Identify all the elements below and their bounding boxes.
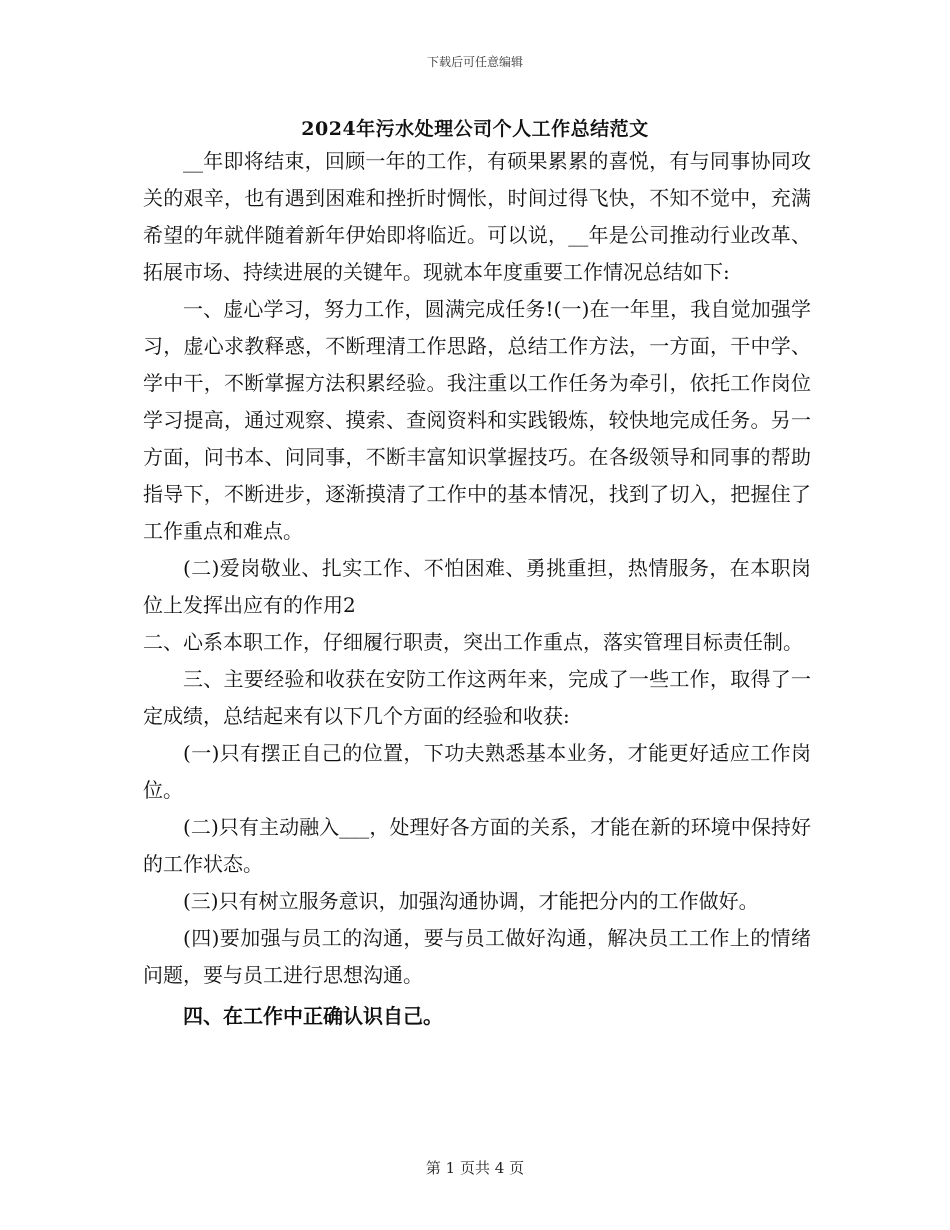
paragraph-intro: __年即将结束，回顾一年的工作，有硕果累累的喜悦，有与同事协同攻关的艰辛，也有遇到困难和挫折时惆怅，时间过得飞快，不知不觉中，充满希望的年就伴随着新年伊始即将临近。可以说，__年是公司推动行业改革、拓展市场、持续进展的关键年。现就本年度重要工作情况总结如下:: [143, 149, 811, 284]
paragraph-section-3-item-1: (一)只有摆正自己的位置，下功夫熟悉基本业务，才能更好适应工作岗位。: [143, 741, 811, 802]
paragraph-section-3-item-3: (三)只有树立服务意识，加强沟通协调，才能把分内的工作做好。: [183, 889, 759, 913]
header-note: 下载后可任意编辑: [426, 55, 523, 69]
document-body: [143, 143, 811, 1035]
paragraph-section-2: 二、心系本职工作，仔细履行职责，突出工作重点，落实管理目标责任制。: [143, 630, 803, 654]
paragraph-section-3-item-4: (四)要加强与员工的沟通，要与员工做好沟通，解决员工工作上的情绪问题，要与员工进行思想沟通。: [143, 926, 811, 987]
page-number: 第 1 页共 4 页: [425, 1159, 525, 1177]
paragraph-section-3: 三、主要经验和收获在安防工作这两年来，完成了一些工作，取得了一定成绩，总结起来有以下几个方面的经验和收获:: [143, 667, 811, 728]
paragraph-section-1-sub-2: (二)爱岗敬业、扎实工作、不怕困难、勇挑重担，热情服务，在本职岗位上发挥出应有的作用2: [143, 556, 811, 617]
paragraph-section-3-item-2: (二)只有主动融入___，处理好各方面的关系，才能在新的环境中保持好的工作状态。: [143, 815, 811, 876]
paragraph-section-4-heading: 四、在工作中正确认识自己。: [183, 1004, 443, 1028]
paragraph-section-1: 一、虚心学习，努力工作，圆满完成任务!(一)在一年里，我自觉加强学习，虚心求教释惑，不断理清工作思路，总结工作方法，一方面，干中学、学中干，不断掌握方法积累经验。我注重以工作任务为牵引，依托工作岗位学习提高，通过观察、摸索、查阅资料和实践锻炼，较快地完成任务。另一方面，问书本、问同事，不断丰富知识掌握技巧。在各级领导和同事的帮助指导下，不断进步，逐渐摸清了工作中的基本情况，找到了切入，把握住了工作重点和难点。: [143, 297, 811, 543]
document-title: 2024年污水处理公司个人工作总结范文: [301, 118, 649, 140]
